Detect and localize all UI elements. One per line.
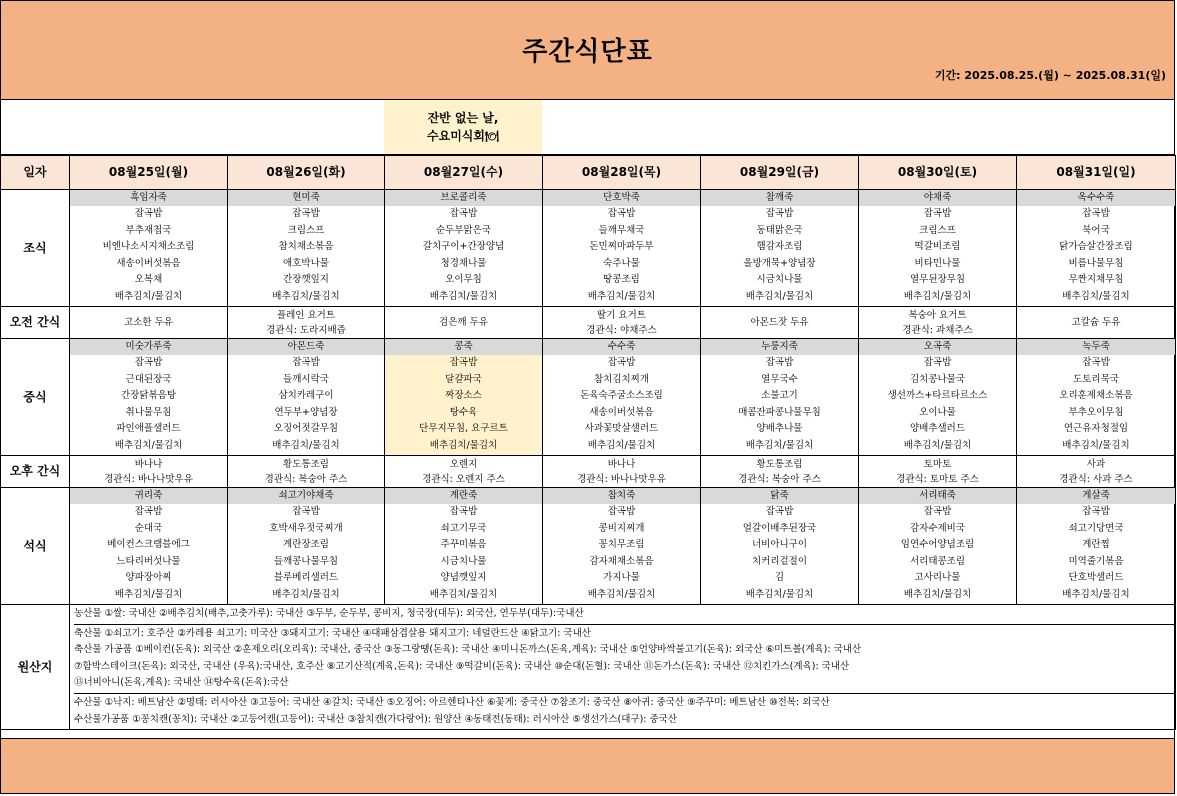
menu-item: 돈육숙주굴소스조림 — [580, 390, 663, 402]
snack-line2: 경관식: 오렌지 주스 — [422, 473, 505, 485]
menu-item: 비엔나소시지채소조림 — [102, 241, 195, 253]
menu-item: 치커리겉절이 — [751, 555, 808, 567]
origin-livestock3: ⑦함박스테이크(돈육): 외국산, 국내산 (우육):국내산, 호주산 ⑧고기산적(계육,돈육): 국내산 ⑨떡갈비(돈육): 국내산 ⑩순대(돈혈): 국내산 ⑪돈가스(돈육): 국내산 ⑫치킨가스(계육): 국내산 — [74, 660, 850, 672]
am_snack-cell — [228, 307, 385, 339]
menu-item: 잡곡밥 — [292, 208, 320, 219]
menu-item: 부추오이무침 — [1068, 406, 1124, 418]
snack-line1: 바나나 — [134, 458, 163, 470]
menu-item: 배추김치/물김치 — [903, 290, 972, 302]
menu-item: 베이컨스크램블에그 — [107, 539, 190, 551]
menu-item: 양배추나물 — [756, 423, 803, 435]
porridge-item: 옥수수죽 — [1017, 190, 1175, 206]
menu-item: 단무지무침, 요구르트 — [419, 423, 508, 435]
menu-item: 애호박나물 — [283, 257, 329, 269]
am_snack-cell — [701, 307, 859, 339]
porridge-item: 흑임자죽 — [70, 190, 227, 206]
menu-item: 배추김치/물김치 — [114, 290, 183, 302]
lunch-row — [1, 339, 1176, 456]
origin-livestock4: ⑬너비아니(돈육,계육): 국내산 ⑭탕수육(돈육):국산 — [74, 677, 289, 689]
notice-line1: 잔반 없는 날, — [427, 111, 499, 125]
notice-line2: 수요미식회 — [427, 129, 485, 143]
porridge-item: 참깨죽 — [701, 190, 858, 206]
porridge-item: 계란죽 — [385, 488, 542, 504]
lunch-cell — [1017, 339, 1176, 456]
menu-item: 올방개묵+양념장 — [743, 257, 816, 269]
menu-item: 얼갈이배추된장국 — [742, 522, 817, 534]
dinner-cell — [1017, 488, 1176, 605]
menu-item: 배추김치/물김치 — [587, 290, 656, 302]
menu-item: 동태맑은국 — [756, 224, 803, 236]
menu-item: 잡곡밥 — [923, 208, 952, 219]
menu-item: 배추김치/물김치 — [272, 588, 340, 600]
menu-item: 잡곡밥 — [1082, 506, 1110, 517]
porridge-item: 쇠고기야채죽 — [228, 488, 384, 504]
menu-item: 미역줄기볶음 — [1068, 555, 1124, 567]
pm_snack-cell — [543, 456, 701, 488]
menu-item: 돈민찌마파두부 — [589, 241, 654, 253]
row-label-pm_snack: 오후 간식 — [1, 456, 70, 488]
dining-icon: 🍽 — [485, 130, 499, 143]
menu-item: 달걀파국 — [445, 373, 482, 385]
menu-item: 오리훈제채소볶음 — [1059, 390, 1133, 402]
snack-line2: 경관식: 바나나맛우유 — [577, 473, 666, 485]
breakfast-cell — [701, 190, 859, 307]
lunch-cell — [70, 339, 228, 456]
menu-item: 잡곡밥 — [449, 506, 478, 517]
menu-item: 잡곡밥 — [134, 506, 163, 517]
am_snack-cell — [859, 307, 1017, 339]
menu-item: 햄감자조림 — [756, 241, 803, 253]
row-label-origin: 원산지 — [1, 605, 70, 730]
snack-line1: 사과 — [1086, 458, 1106, 470]
menu-item: 순두부맑은국 — [435, 224, 492, 236]
day-header: 08월29일(금) — [701, 156, 859, 190]
menu-item: 비름나물무침 — [1068, 257, 1124, 269]
menu-item: 배추김치/물김치 — [1062, 439, 1130, 451]
day-header: 08월28일(목) — [543, 156, 701, 190]
menu-item: 잡곡밥 — [449, 357, 478, 368]
snack-line1: 검은깨 두유 — [439, 317, 488, 328]
menu-item: 배추김치/물김치 — [903, 588, 972, 600]
menu-item: 잡곡밥 — [923, 357, 952, 368]
porridge-item: 녹두죽 — [1017, 339, 1175, 355]
menu-item: 들깨무채국 — [598, 224, 645, 236]
period-label: 기간: 2025.08.25.(월) ~ 2025.08.31(일) — [934, 69, 1166, 82]
snack-line1: 고칼슘 두유 — [1071, 317, 1121, 328]
menu-item: 열무된장무침 — [909, 274, 966, 286]
porridge-item: 귀리죽 — [70, 488, 227, 504]
menu-item: 배추김치/물김치 — [745, 290, 814, 302]
menu-item: 잡곡밥 — [607, 506, 636, 517]
snack-line1: 황도통조림 — [283, 458, 329, 470]
menu-item: 배추김치/물김치 — [114, 588, 183, 600]
lunch-cell — [859, 339, 1017, 456]
menu-item: 잡곡밥 — [765, 357, 794, 368]
breakfast-cell — [70, 190, 228, 307]
dinner-cell — [228, 488, 385, 605]
menu-item: 느타리버섯나물 — [116, 555, 181, 567]
day-row — [1, 156, 1176, 190]
menu-item: 근대된장국 — [125, 373, 172, 385]
dinner-cell — [385, 488, 543, 605]
pm_snack-cell — [228, 456, 385, 488]
pm_snack-cell — [70, 456, 228, 488]
menu-item: 잡곡밥 — [449, 208, 478, 219]
menu-item: 배추김치/물김치 — [429, 588, 498, 600]
menu-item: 배추김치/물김치 — [903, 439, 972, 451]
menu-item: 배추김치/물김치 — [745, 588, 814, 600]
menu-item: 꽁치무조림 — [598, 539, 645, 551]
menu-item: 무짠지채무침 — [1068, 274, 1124, 286]
menu-item: 짜장소스 — [445, 390, 482, 402]
menu-item: 계란찜 — [1082, 539, 1110, 551]
menu-item: 연근유자청절임 — [1063, 423, 1129, 435]
menu-item: 크림스프 — [919, 224, 956, 236]
page-title: 주간식단표 — [522, 37, 653, 67]
menu-item: 잡곡밥 — [1082, 208, 1110, 219]
pm_snack-cell — [385, 456, 543, 488]
menu-item: 새송이버섯볶음 — [589, 406, 654, 418]
breakfast-cell — [1017, 190, 1176, 307]
breakfast-cell — [859, 190, 1017, 307]
snack-line1: 복숭아 요거트 — [908, 309, 967, 321]
porridge-item: 단호박죽 — [543, 190, 700, 206]
menu-item: 삼치카레구이 — [278, 390, 334, 402]
menu-item: 소불고기 — [761, 390, 798, 402]
snack-line1: 오렌지 — [449, 458, 478, 470]
menu-item: 들깨콩나물무침 — [273, 555, 339, 567]
snack-line2: 경관식: 토마토 주스 — [896, 473, 979, 485]
menu-item: 크림스프 — [287, 224, 325, 236]
snack-line1: 아몬드잣 두유 — [750, 317, 809, 328]
am_snack-cell — [543, 307, 701, 339]
pm_snack-cell — [859, 456, 1017, 488]
menu-item: 잡곡밥 — [923, 506, 952, 517]
menu-item: 가지나물 — [603, 572, 640, 584]
notice-box — [384, 100, 542, 154]
menu-item: 순대국 — [134, 522, 163, 534]
menu-item: 열무국수 — [761, 373, 798, 385]
menu-item: 북어국 — [1082, 224, 1110, 236]
menu-item: 연두부+양념장 — [274, 406, 338, 418]
day-header: 08월25일(월) — [70, 156, 228, 190]
origin-livestock2: 축산물 가공품 ①베이컨(돈육): 외국산 ②훈제오리(오리육): 국내산, 중국산 ③동그랑땡(돈육): 국내산 ④미니돈까스(돈육,계육): 국내산 ⑤언양바싹불고기(돈육): 외국산 ⑥미트볼(계육): 국내산 — [74, 644, 862, 656]
porridge-item: 현미죽 — [228, 190, 384, 206]
menu-item: 배추김치/물김치 — [1062, 290, 1130, 302]
origin-agri: 농산물 ①쌀: 국내산 ②배추김치(배추,고춧가루): 국내산 ③두부, 순두부, 콩비지, 청국장(대두): 외국산, 연두부(대두):국내산 — [74, 608, 584, 619]
menu-item: 오징어젓갈무침 — [273, 423, 339, 435]
snack-line2: 경관식: 복숭아 주스 — [264, 473, 348, 485]
porridge-item: 닭죽 — [701, 488, 858, 504]
menu-item: 임연수어양념조림 — [900, 539, 975, 551]
porridge-item: 야채죽 — [859, 190, 1016, 206]
row-label-day: 일자 — [1, 156, 70, 190]
menu-item: 배추김치/물김치 — [429, 290, 498, 302]
menu-item: 땅콩조림 — [603, 274, 640, 286]
origin-agri-section — [74, 605, 1175, 625]
menu-item: 숙주나물 — [603, 257, 640, 269]
lunch-cell — [701, 339, 859, 456]
origin-row — [1, 605, 1176, 730]
dinner-cell — [859, 488, 1017, 605]
menu-item: 들깨시락국 — [283, 373, 329, 385]
porridge-item: 게살죽 — [1017, 488, 1175, 504]
porridge-item: 오곡죽 — [859, 339, 1016, 355]
row-label-breakfast: 조식 — [1, 190, 70, 307]
menu-item: 고사리나물 — [914, 572, 961, 584]
menu-item: 계란장조림 — [283, 539, 329, 551]
pm_snack-cell — [1017, 456, 1176, 488]
menu-item: 김치콩나물국 — [909, 373, 966, 385]
menu-item: 사과꽃맛살샐러드 — [584, 423, 659, 435]
am_snack-cell — [70, 307, 228, 339]
snack-line1: 고소한 두유 — [124, 317, 173, 328]
breakfast-cell — [543, 190, 701, 307]
menu-item: 서리태콩조림 — [909, 555, 966, 567]
menu-item: 떡갈비조림 — [914, 241, 961, 253]
menu-item: 매콤잔파콩나물무침 — [738, 406, 821, 418]
header — [1, 1, 1174, 100]
row-label-am_snack: 오전 간식 — [1, 307, 70, 339]
breakfast-row — [1, 190, 1176, 307]
menu-item: 탕수육 — [449, 406, 478, 418]
menu-item: 쇠고기무국 — [440, 522, 487, 534]
menu-item: 청경채나물 — [440, 257, 487, 269]
menu-item: 양념깻잎지 — [440, 572, 487, 584]
row-label-lunch: 중식 — [1, 339, 70, 456]
menu-item: 부추재첩국 — [125, 224, 172, 236]
menu-item: 배추김치/물김치 — [114, 439, 183, 451]
menu-item: 도토리묵국 — [1073, 373, 1119, 385]
menu-item: 잡곡밥 — [1082, 357, 1110, 368]
menu-item: 시금치나물 — [440, 555, 487, 567]
lunch-cell — [228, 339, 385, 456]
porridge-item: 미숫가루죽 — [70, 339, 227, 355]
lunch-cell — [543, 339, 701, 456]
menu-item: 배추김치/물김치 — [587, 588, 656, 600]
menu-item: 배추김치/물김치 — [272, 439, 340, 451]
menu-item: 참치김치찌개 — [593, 373, 650, 385]
breakfast-cell — [385, 190, 543, 307]
menu-item: 잡곡밥 — [607, 208, 636, 219]
menu-item: 양파장아찌 — [125, 572, 172, 584]
menu-item: 단호박샐러드 — [1068, 572, 1124, 584]
menu-item: 양배추샐러드 — [909, 423, 966, 435]
menu-item: 잡곡밥 — [134, 357, 163, 368]
porridge-item: 누룽지죽 — [701, 339, 858, 355]
menu-item: 김 — [774, 572, 785, 584]
snack-line2: 경관식: 야채주스 — [586, 324, 657, 336]
origin-seafood-section — [74, 694, 1175, 729]
menu-item: 오이나물 — [919, 406, 956, 418]
menu-item: 호박새우젓국찌개 — [269, 522, 343, 534]
snack-line2: 경관식: 과채주스 — [902, 324, 973, 336]
dinner-cell — [70, 488, 228, 605]
pm_snack-row — [1, 456, 1176, 488]
am_snack-cell — [1017, 307, 1176, 339]
menu-item: 간장닭볶음탕 — [120, 390, 177, 402]
menu-item: 콩비지찌개 — [598, 522, 645, 534]
menu-item: 시금치나물 — [756, 274, 803, 286]
origin-livestock1: 축산물 ①쇠고기: 호주산 ②카레용 쇠고기: 미국산 ③돼지고기: 국내산 ④대패삼겹살용 돼지고기: 네덜란드산 ④닭고기: 국내산 — [74, 627, 591, 639]
pm_snack-cell — [701, 456, 859, 488]
menu-item: 너비아니구이 — [751, 539, 808, 551]
lunch-cell — [385, 339, 543, 456]
day-header: 08월26일(화) — [228, 156, 385, 190]
snack-line1: 토마토 — [923, 458, 952, 470]
menu-item: 잡곡밥 — [292, 506, 320, 517]
menu-item: 파인애플샐러드 — [116, 423, 181, 435]
dinner-row — [1, 488, 1176, 605]
dinner-cell — [701, 488, 859, 605]
origin-cell — [70, 605, 1176, 730]
menu-item: 배추김치/물김치 — [587, 439, 656, 451]
menu-item: 잡곡밥 — [134, 208, 163, 219]
snack-line1: 플레인 요거트 — [276, 309, 336, 321]
menu-item: 감자채채소볶음 — [589, 555, 654, 567]
menu-item: 잡곡밥 — [765, 208, 794, 219]
snack-line1: 딸기 요거트 — [597, 309, 646, 321]
breakfast-cell — [228, 190, 385, 307]
porridge-item: 수수죽 — [543, 339, 700, 355]
porridge-item: 브로콜리죽 — [385, 190, 542, 206]
snack-line2: 경관식: 도라지배즙 — [266, 324, 346, 336]
snack-line1: 바나나 — [607, 458, 636, 470]
menu-item: 배추김치/물김치 — [272, 290, 340, 302]
menu-item: 비타민나물 — [914, 257, 961, 269]
menu-item: 새송이버섯볶음 — [116, 257, 181, 269]
menu-item: 갈치구이+간장양념 — [422, 241, 505, 253]
menu-item: 배추김치/물김치 — [745, 439, 814, 451]
origin-livestock-section — [74, 625, 1175, 694]
origin-seafood2: 수산물가공품 ①꽁치캔(꽁치): 국내산 ②고등어캔(고등어): 국내산 ③참치캔(가다랑어): 원양산 ④동태전(동태): 러시아산 ⑤생선가스(대구): 중국산 — [74, 713, 678, 725]
snack-line2: 경관식: 복숭아 주스 — [738, 473, 821, 485]
menu-item: 오이무침 — [445, 274, 482, 286]
menu-item: 간장깻잎지 — [283, 274, 329, 286]
menu-item: 감자수제비국 — [909, 522, 966, 534]
day-header: 08월27일(수) — [385, 156, 543, 190]
menu-item: 블루베리샐러드 — [273, 572, 339, 584]
menu-item: 쇠고기당면국 — [1068, 522, 1124, 534]
snack-line2: 경관식: 사과 주스 — [1059, 473, 1133, 485]
menu-item: 닭가슴살간장조림 — [1059, 241, 1133, 253]
row-label-dinner: 석식 — [1, 488, 70, 605]
porridge-item: 아몬드죽 — [228, 339, 384, 355]
porridge-item: 콩죽 — [385, 339, 542, 355]
am_snack-row — [1, 307, 1176, 339]
day-header: 08월30일(토) — [859, 156, 1017, 190]
menu-item: 주꾸미볶음 — [440, 539, 487, 551]
menu-table — [0, 155, 1176, 730]
menu-item: 배추김치/물김치 — [429, 439, 498, 451]
am_snack-cell — [385, 307, 543, 339]
footer-bar — [1, 738, 1174, 793]
menu-item: 취나물무침 — [125, 406, 172, 418]
porridge-item: 참치죽 — [543, 488, 700, 504]
menu-item: 배추김치/물김치 — [1062, 588, 1130, 600]
menu-item: 생선까스+타르타르소스 — [887, 390, 988, 402]
dinner-cell — [543, 488, 701, 605]
menu-item: 오복채 — [134, 274, 163, 286]
menu-item: 잡곡밥 — [765, 506, 794, 517]
porridge-item: 서리태죽 — [859, 488, 1016, 504]
origin-seafood1: 수산물 ①낙지: 베트남산 ②명태: 러시아산 ③고등어: 국내산 ④갈치: 국내산 ⑤오징어: 아르헨티나산 ⑥꽃게: 중국산 ⑦참조기: 중국산 ⑧아귀: 중국산 ⑨주꾸미: 베트남산 ⑩전복: 외국산 — [74, 696, 830, 708]
menu-item: 참치채소볶음 — [278, 241, 334, 253]
day-header: 08월31일(일) — [1017, 156, 1176, 190]
notice-row — [1, 100, 1174, 155]
snack-line2: 경관식: 바나나맛우유 — [104, 473, 193, 485]
menu-item: 잡곡밥 — [292, 357, 320, 368]
notice-line2-wrap — [384, 127, 542, 146]
snack-line1: 황도통조림 — [756, 458, 803, 470]
menu-item: 잡곡밥 — [607, 357, 636, 368]
